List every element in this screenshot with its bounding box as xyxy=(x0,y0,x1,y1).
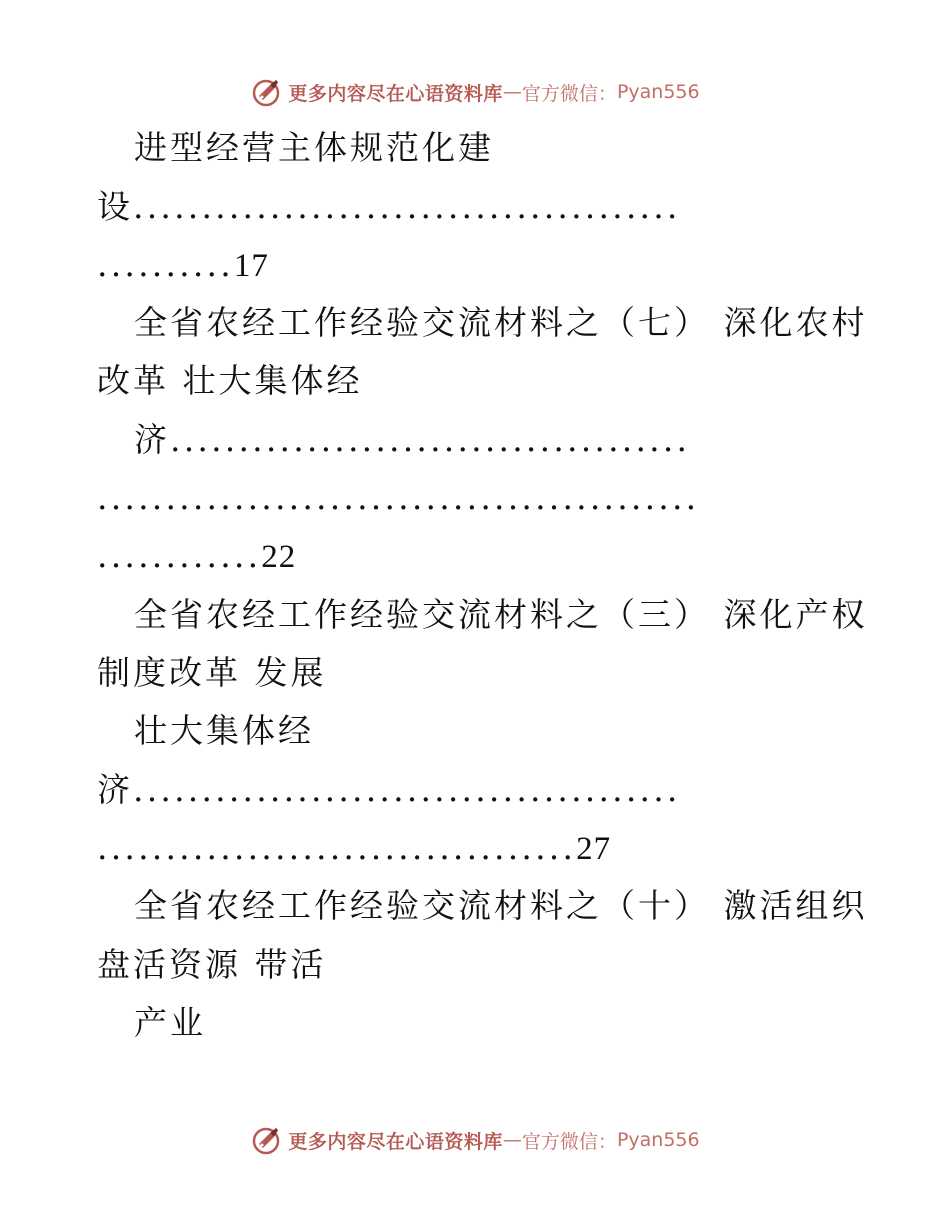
toc-line-4: 全省农经工作经验交流材料之（七） 深化农村 xyxy=(134,303,868,342)
toc-line-14: 全省农经工作经验交流材料之（十） 激活组织 xyxy=(134,886,868,925)
toc-page-number: 17 xyxy=(233,248,269,284)
watermark-dash: — xyxy=(502,1129,522,1151)
toc-line-6 xyxy=(134,420,690,460)
toc-line-10: 制度改革 发展 xyxy=(97,653,327,692)
watermark-header xyxy=(0,72,950,112)
watermark-id: Pyan556 xyxy=(616,81,700,103)
toc-leader-dots: ............................................ xyxy=(97,478,700,517)
pen-logo-icon xyxy=(250,1124,282,1156)
toc-entry-tail: 济 xyxy=(134,420,170,459)
toc-entry-tail: 济 xyxy=(97,770,133,809)
toc-line-16: 产业 xyxy=(134,1003,206,1042)
toc-line-7 xyxy=(97,478,699,518)
toc-entry-tail: 设 xyxy=(97,187,133,226)
toc-page-number: 27 xyxy=(576,831,612,867)
toc-line-3 xyxy=(97,245,269,286)
toc-line-5: 改革 壮大集体经 xyxy=(97,361,363,400)
watermark-text-cn: 更多内容尽在心语资料库 xyxy=(288,1130,503,1153)
toc-line-15: 盘活资源 带活 xyxy=(97,945,327,984)
toc-leader-dots: ........................................ xyxy=(133,187,681,226)
toc-leader-dots: .......... xyxy=(97,245,234,284)
toc-leader-dots: ............ xyxy=(97,536,262,575)
toc-line-12 xyxy=(97,770,681,810)
toc-line-11: 壮大集体经 xyxy=(134,711,314,750)
toc-leader-dots: ................................... xyxy=(97,828,577,867)
watermark-footer xyxy=(0,1120,950,1160)
toc-leader-dots: ........................................ xyxy=(133,770,681,809)
toc-line-9: 全省农经工作经验交流材料之（三） 深化产权 xyxy=(134,595,868,634)
watermark-label: 官方微信： xyxy=(521,1130,617,1153)
toc-line-1: 进型经营主体规范化建 xyxy=(134,128,494,167)
toc-leader-dots: ...................................... xyxy=(170,420,691,459)
watermark-dash: — xyxy=(502,81,522,103)
toc-page-number: 22 xyxy=(261,539,297,575)
watermark-label: 官方微信： xyxy=(521,82,617,105)
pen-logo-icon xyxy=(250,76,282,108)
toc-line-13 xyxy=(97,828,611,869)
toc-line-2 xyxy=(97,187,681,227)
watermark-text-cn: 更多内容尽在心语资料库 xyxy=(288,82,503,105)
watermark-id: Pyan556 xyxy=(616,1129,700,1151)
toc-line-8 xyxy=(97,536,296,577)
